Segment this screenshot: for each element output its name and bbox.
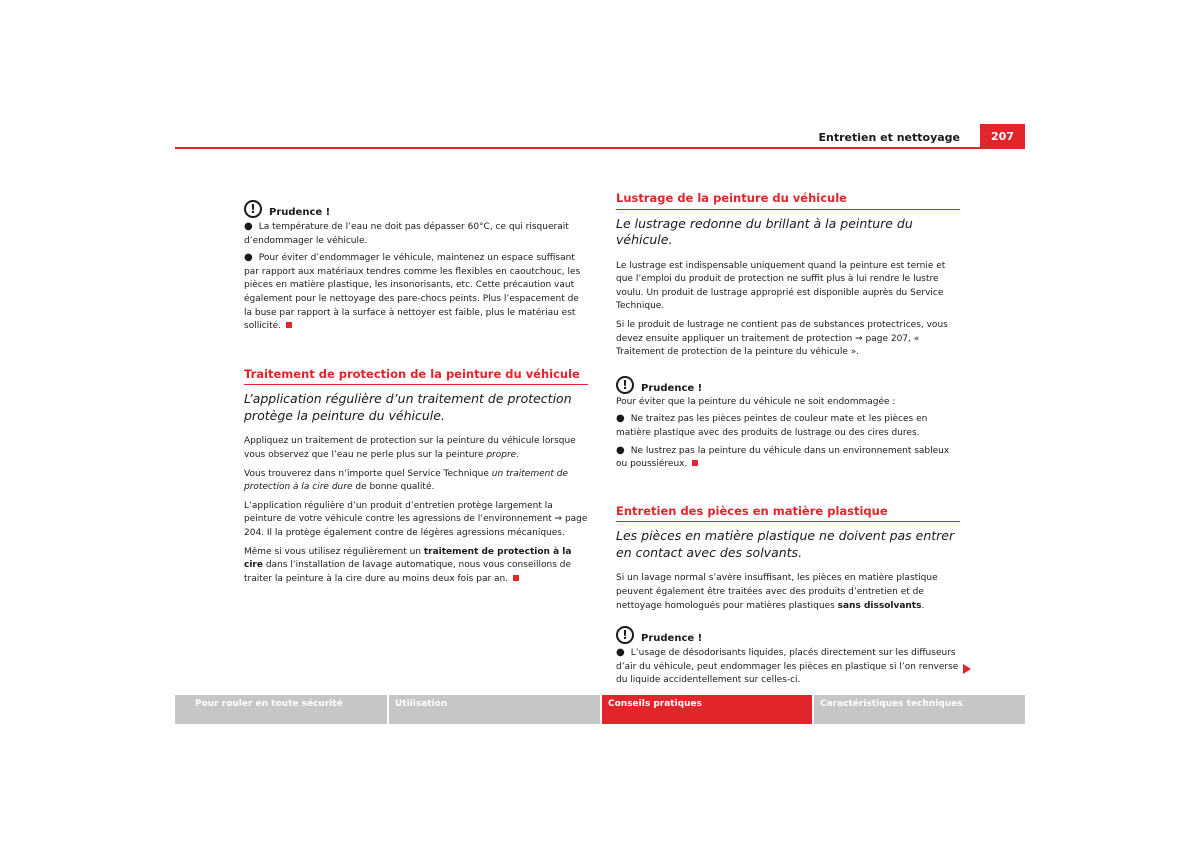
- section-lead: Les pièces en matière plastique ne doivent pas entrer en contact avec des solvants.: [616, 528, 955, 560]
- triangle-right-icon[interactable]: [963, 664, 971, 674]
- section-title: Lustrage de la peinture du véhicule: [616, 192, 960, 210]
- paragraph: L’application régulière d’un produit d’entretien protège largement la peinture de votre véhicule contre les agressions de l’environnement ⇒ page 204. Il la protège également contre de légères agressions mécaniques.: [244, 500, 588, 538]
- tab-utilisation[interactable]: Utilisation: [389, 695, 600, 724]
- page-number: 207: [980, 124, 1025, 148]
- exclamation-circle-icon: !: [244, 200, 262, 218]
- tab-caracteristiques-techniques[interactable]: Caractéristiques techniques: [814, 695, 1025, 724]
- bullet-icon: ●: [244, 221, 253, 232]
- bullet-icon: ●: [616, 413, 625, 425]
- section-lead: L’application régulière d’un traitement de protection protège la peinture du véhicule.: [244, 391, 572, 423]
- paragraph: Même si vous utilisez régulièrement un traitement de protection à la cire dans l’installation de lavage automatique, nous vous conseillons de traiter la peinture à la cire dure au moins deux fois par an.: [244, 546, 572, 584]
- warning-header: [616, 374, 960, 396]
- warning-bullet: ● La température de l’eau ne doit pas dépasser 60°C, ce qui risquerait d’endommager le véhicule.: [244, 221, 569, 246]
- bullet-icon: ●: [616, 444, 625, 456]
- end-of-section-marker: [692, 460, 698, 466]
- exclamation-circle-icon: !: [616, 626, 634, 644]
- paragraph: Appliquez un traitement de protection sur la peinture du véhicule lorsque vous observez que l’eau ne perle plus sur la peinture propre.: [244, 436, 576, 460]
- warning-title: Prudence !: [641, 382, 703, 394]
- warning-header: [244, 198, 588, 220]
- section-lead: Le lustrage redonne du brillant à la peinture du véhicule.: [616, 215, 913, 248]
- paragraph: Si un lavage normal s’avère insuffisant, les pièces en matière plastique peuvent également être traitées avec des produits d’entretien et de nettoyage homologués pour matières plastiques sans dissolvants.: [616, 573, 938, 611]
- warning-title: Prudence !: [269, 207, 331, 219]
- warning-intro: Pour éviter que la peinture du véhicule ne soit endommagée :: [616, 396, 896, 407]
- warning-header: [616, 624, 960, 646]
- warning-bullet: ● Ne traitez pas les pièces peintes de couleur mate et les pièces en matière plastique avec des produits de lustrage ou des cires dures.: [616, 413, 928, 438]
- warning-bullet: ● Pour éviter d’endommager le véhicule, maintenez un espace suffisant par rapport aux matériaux tendres comme les flexibles en caoutchouc, les pièces en matière plastique, les insonorisants, etc. Cette précaution vaut également pour le nettoyage des pare-chocs peints. Plus l’espacement de la buse par rapport à la surface à nettoyer est faible, plus le matériau est sollicité.: [244, 252, 581, 332]
- bullet-icon: ●: [244, 252, 253, 264]
- warning-bullet: ● Ne lustrez pas la peinture du véhicule dans un environnement sableux ou poussiéreux.: [616, 444, 950, 470]
- bullet-icon: ●: [616, 647, 625, 659]
- paragraph: Le lustrage est indispensable uniquement quand la peinture est ternie et que l’emploi du produit de protection ne suffit plus à lui rendre le lustre voulu. Un produit de lustrage approprié est disponible auprès du Service Technique.: [616, 260, 946, 312]
- page-header-title: Entretien et nettoyage: [818, 131, 960, 144]
- end-of-section-marker: [286, 322, 292, 328]
- section-title: Traitement de protection de la peinture du véhicule: [244, 368, 588, 386]
- warning-bullet: ● L’usage de désodorisants liquides, placés directement sur les diffuseurs d’air du véhicule, peut endommager les pièces en plastique si l’on renverse du liquide accidentellement sur celles-ci.: [616, 647, 959, 686]
- tab-pour-rouler-en-toute-securite[interactable]: Pour rouler en toute sécurité: [175, 695, 387, 724]
- tab-conseils-pratiques[interactable]: Conseils pratiques: [602, 695, 812, 724]
- section-title: Entretien des pièces en matière plastique: [616, 505, 960, 523]
- right-column: [616, 192, 960, 688]
- paragraph: Si le produit de lustrage ne contient pas de substances protectrices, vous devez ensuite appliquer un traitement de protection ⇒ page 207, « Traitement de protection de la peinture du véhicule ».: [616, 319, 948, 358]
- paragraph: Vous trouverez dans n’importe quel Service Technique un traitement de protection à la cire dure de bonne qualité.: [244, 468, 568, 493]
- warning-title: Prudence !: [641, 633, 703, 645]
- end-of-section-marker: [513, 575, 519, 581]
- header-divider: [175, 147, 1025, 149]
- exclamation-circle-icon: !: [616, 376, 634, 394]
- left-column: [244, 196, 588, 586]
